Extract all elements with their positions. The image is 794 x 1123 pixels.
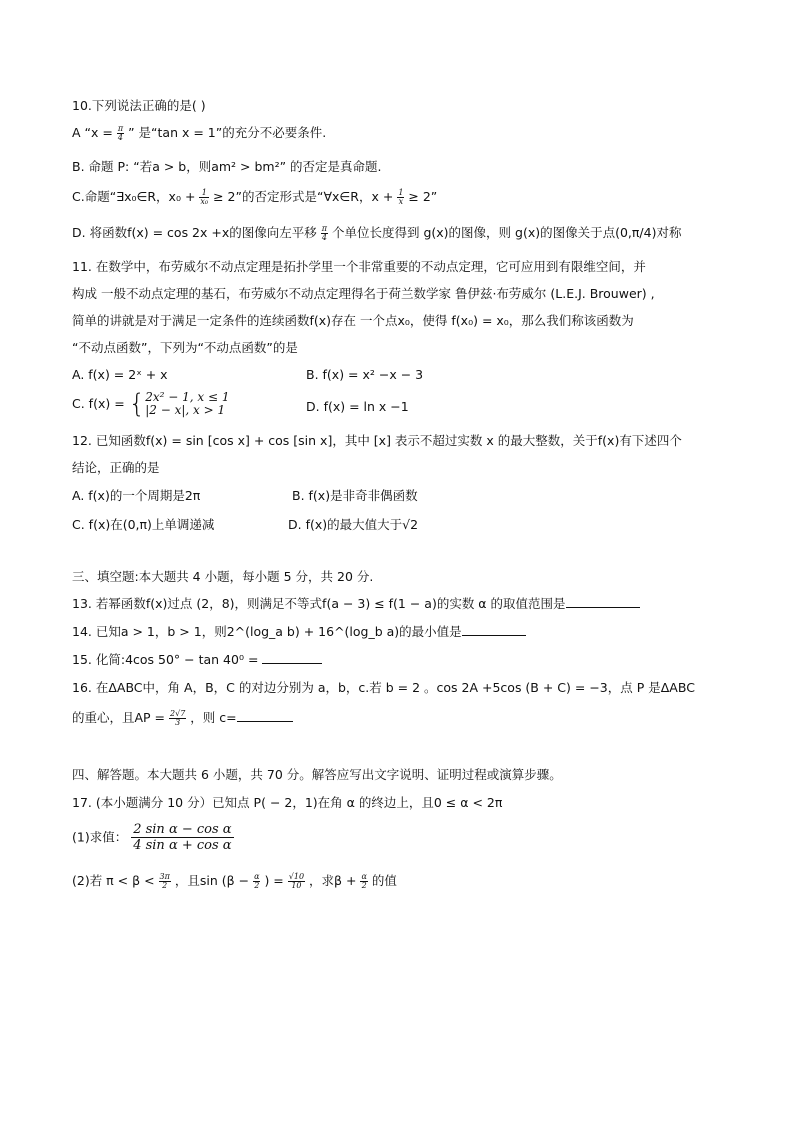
q11-line-2: 构成 一般不动点定理的基石，布劳威尔不动点定理得名于荷兰数学家 鲁伊兹·布劳威尔 (L.E.J. Brouwer) , [72,286,655,301]
q12-option-a: A. f(x)的一个周期是2π [72,488,201,503]
fraction: $\frac{1}{\text{x₀}}$ [200,188,209,206]
q12-option-c: C. f(x)在(0,π)上单调递减 [72,517,215,532]
fraction: $\frac{3\pi}{2}$ [159,872,170,890]
fraction: $\frac{\text{2 sin α − cos α}}{\text{4 sin α + cos α}}$ [133,822,232,853]
fraction: $\frac{1}{x}$ [398,188,404,206]
q10-option-c: C.命题“∃x₀∈R，x₀ + $\frac{1}{\text{x₀}}$ ≥ 2”的否定形式是“∀x∈R，x + $\frac{1}{x}$ ≥ 2” [72,188,438,206]
answer-blank [262,651,322,664]
q16-line-2: 的重心，且AP = $\frac{2√7}{3}$ ，则 c= [72,709,732,727]
q16-line-1: 16. 在ΔABC中，角 A，B，C 的对边分别为 a，b，c.若 b = 2 。cos 2A +5cos (B + C) = −3，点 P 是ΔABC [72,680,695,695]
q17-stem: 17. (本小题满分 10 分）已知点 P( − 2，1)在角 α 的终边上，且0 ≤ α < 2π [72,795,503,810]
q10-option-b: B. 命题 P: “若a > b，则am² > bm²” 的否定是真命题. [72,159,382,174]
q10-option-a: A “x = $\frac{\pi}{4}$ ” 是“tan x = 1”的充分不必要条件. [72,124,327,142]
q15: 15. 化简:4cos 50° − tan 40⁰ = [72,651,732,669]
section-4-heading: 四、解答题。本大题共 6 小题，共 70 分。解答应写出文字说明、证明过程或演算步骤。 [72,767,562,782]
q11-line-4: “不动点函数”，下列为“不动点函数”的是 [72,340,298,355]
q17-part-1: (1)求值： $\frac{\text{2 sin α − cos α}}{\text{4 sin α + cos α}}$ [72,822,232,853]
q11-option-b: B. f(x) = x² −x − 3 [306,367,424,382]
q11-option-a: A. f(x) = 2ˣ + x [72,367,168,382]
fraction: $\frac{2√7}{3}$ [170,709,186,727]
q11-option-c: C. f(x) = { 2x² − 1, x ≤ 1 |2 − x|, x > 1 [72,389,230,419]
q17-part-2: (2)若 π < β < $\frac{3\pi}{2}$ ，且sin (β − $\frac{\alpha}{2}$ ) = $\frac{√10}{10}$ ，求β + $\frac{\alpha}{2}$ 的值 [72,872,397,890]
fraction: $\frac{\pi}{4}$ [321,224,327,242]
fraction: $\frac{\alpha}{2}$ [254,872,260,890]
piecewise-cases: 2x² − 1, x ≤ 1 |2 − x|, x > 1 [145,390,230,417]
q12-line-1: 12. 已知函数f(x) = sin [cos x] + cos [sin x]，其中 [x] 表示不超过实数 x 的最大整数，关于f(x)有下述四个 [72,433,682,448]
answer-blank [566,595,640,608]
q12-line-2: 结论，正确的是 [72,460,160,475]
answer-blank [237,709,293,722]
answer-blank [462,623,526,636]
q12-option-d: D. f(x)的最大值大于√2 [288,517,419,532]
q10-option-d: D. 将函数f(x) = cos 2x +x的图像向左平移 $\frac{\pi}{4}$ 个单位长度得到 g(x)的图像，则 g(x)的图像关于点(0,π/4)对称 [72,224,682,242]
q10-stem: 10.下列说法正确的是( ) [72,98,206,113]
q11-option-d: D. f(x) = ln x −1 [306,399,409,414]
q11-line-3: 简单的讲就是对于满足一定条件的连续函数f(x)存在 一个点x₀，使得 f(x₀) = x₀，那么我们称该函数为 [72,313,634,328]
section-3-heading: 三、填空题:本大题共 4 小题，每小题 5 分，共 20 分. [72,569,374,584]
fraction: $\frac{\alpha}{2}$ [361,872,367,890]
fraction: $\frac{√10}{10}$ [288,872,305,890]
q11-line-1: 11. 在数学中，布劳威尔不动点定理是拓扑学里一个非常重要的不动点定理，它可应用到有限维空间，并 [72,259,646,274]
q14: 14. 已知a > 1，b > 1，则2^(log_a b) + 16^(log_b a)的最小值是 [72,623,732,641]
fraction: $\frac{\pi}{4}$ [117,124,124,142]
q12-option-b: B. f(x)是非奇非偶函数 [292,488,418,503]
brace-symbol: { [128,389,146,419]
q13: 13. 若幂函数f(x)过点 (2，8)，则满足不等式f(a − 3) ≤ f(1 − a)的实数 α 的取值范围是 [72,595,732,613]
